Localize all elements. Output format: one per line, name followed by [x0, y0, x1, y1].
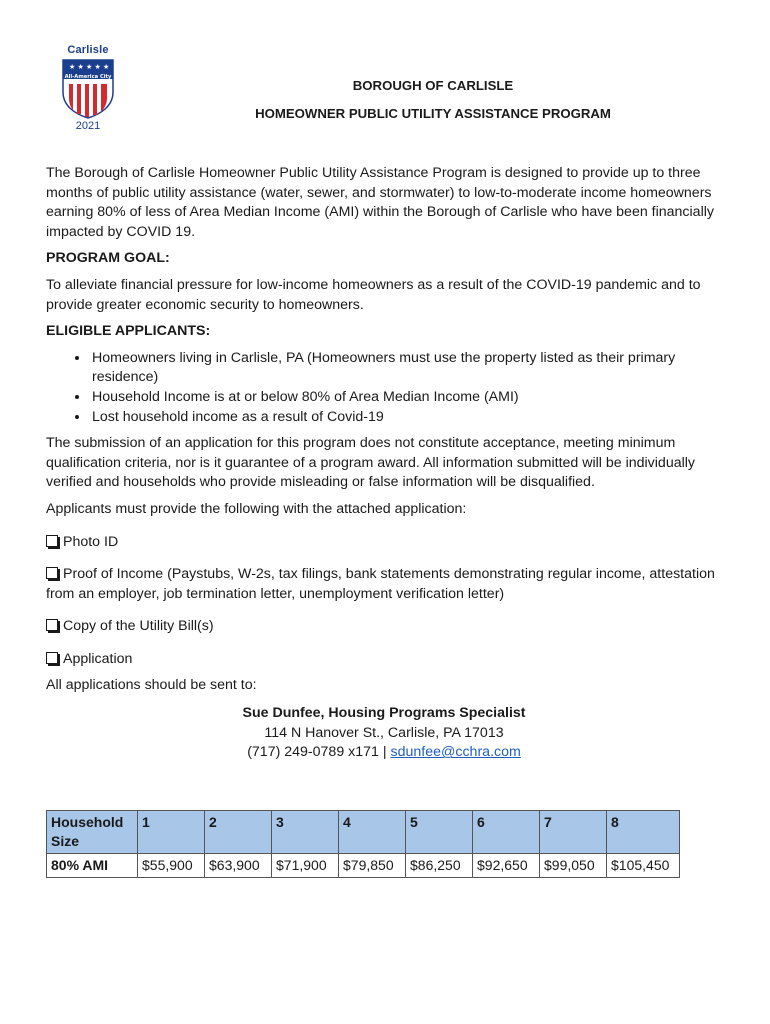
household-size-label: Household Size [47, 811, 138, 854]
contact-block [46, 704, 722, 763]
table-cell: $92,650 [473, 854, 540, 878]
contact-name: Sue Dunfee, Housing Programs Specialist [242, 705, 526, 722]
requirement-item: Proof of Income (Paystubs, W-2s, tax filings, bank statements demonstrating regular income, attestation from an employer, job termination letter, unemployment verification letter) [46, 566, 715, 602]
list-item: • Household Income is at or below 80% of Area Median Income (AMI) [90, 388, 722, 408]
contact-phone-email [46, 743, 722, 763]
contact-phone: (717) 249-0789 x171 | [247, 744, 391, 761]
table-cell: 8 [607, 811, 680, 854]
checkbox-icon[interactable] [46, 619, 58, 631]
table-cell: 7 [540, 811, 607, 854]
requirement-item: Copy of the Utility Bill(s) [46, 617, 722, 637]
checkbox-icon[interactable] [46, 652, 58, 664]
logo-banner-text: All-America City [64, 74, 112, 80]
send-to-text: All applications should be sent to: [46, 677, 257, 694]
list-item: • Homeowners living in Carlisle, PA (Homeowners must use the property listed as their primary residence) [90, 349, 722, 388]
requirements-intro: Applicants must provide the following with the attached application: [46, 500, 467, 517]
document-body [46, 164, 722, 763]
table-cell: $86,250 [406, 854, 473, 878]
checkbox-icon[interactable] [46, 535, 58, 547]
table-cell: 3 [272, 811, 339, 854]
shield-icon [61, 58, 115, 120]
requirement-item: Photo ID [46, 533, 722, 553]
contact-email-link[interactable]: sdunfee@cchra.com [390, 744, 521, 761]
ami-income-table [46, 810, 680, 878]
header-line-2: HOMEOWNER PUBLIC UTILITY ASSISTANCE PROGRAM [255, 106, 611, 121]
table-header-row [47, 811, 680, 854]
table-cell: 5 [406, 811, 473, 854]
table-cell: $79,850 [339, 854, 406, 878]
table-cell: $63,900 [205, 854, 272, 878]
checkbox-icon[interactable] [46, 567, 58, 579]
disclaimer-paragraph: The submission of an application for this program does not constitute acceptance, meeting minimum qualification criteria, nor is it guarantee of a program award. All information submitted will be individually verified and households who provide misleading or false information will be disqualified. [46, 435, 696, 491]
table-cell: $71,900 [272, 854, 339, 878]
ami-row-label: 80% AMI [47, 854, 138, 878]
table-cell: $55,900 [138, 854, 205, 878]
table-cell: 4 [339, 811, 406, 854]
document-header [200, 78, 666, 121]
table-cell: $105,450 [607, 854, 680, 878]
table-cell: 1 [138, 811, 205, 854]
table-row [47, 854, 680, 878]
program-goal-text: To alleviate financial pressure for low-income homeowners as a result of the COVID-19 pandemic and to provide greater economic security to homeowners. [46, 276, 701, 313]
intro-paragraph: The Borough of Carlisle Homeowner Public Utility Assistance Program is designed to provide up to three months of public utility assistance (water, sewer, and stormwater) to low-to-moderate income homeowners earning 80% of less of Area Median Income (AMI) within the Borough of Carlisle who have been financially impacted by COVID 19. [46, 165, 714, 240]
requirement-item: Application [46, 650, 722, 670]
table-cell: 2 [205, 811, 272, 854]
contact-address: 114 N Hanover St., Carlisle, PA 17013 [264, 724, 504, 741]
svg-text:★ ★ ★ ★ ★: ★ ★ ★ ★ ★ [69, 63, 110, 71]
header-line-1: BOROUGH OF CARLISLE [352, 78, 514, 93]
logo-year: 2021 [75, 120, 101, 132]
program-goal-heading: PROGRAM GOAL: [46, 250, 170, 267]
eligible-applicants-heading: ELIGIBLE APPLICANTS: [46, 323, 211, 340]
table-cell: $99,050 [540, 854, 607, 878]
eligible-applicants-list [46, 349, 722, 427]
list-item: • Lost household income as a result of Covid-19 [90, 408, 722, 428]
carlisle-all-america-city-logo [58, 44, 118, 136]
logo-wordmark: Carlisle [67, 44, 109, 56]
table-cell: 6 [473, 811, 540, 854]
